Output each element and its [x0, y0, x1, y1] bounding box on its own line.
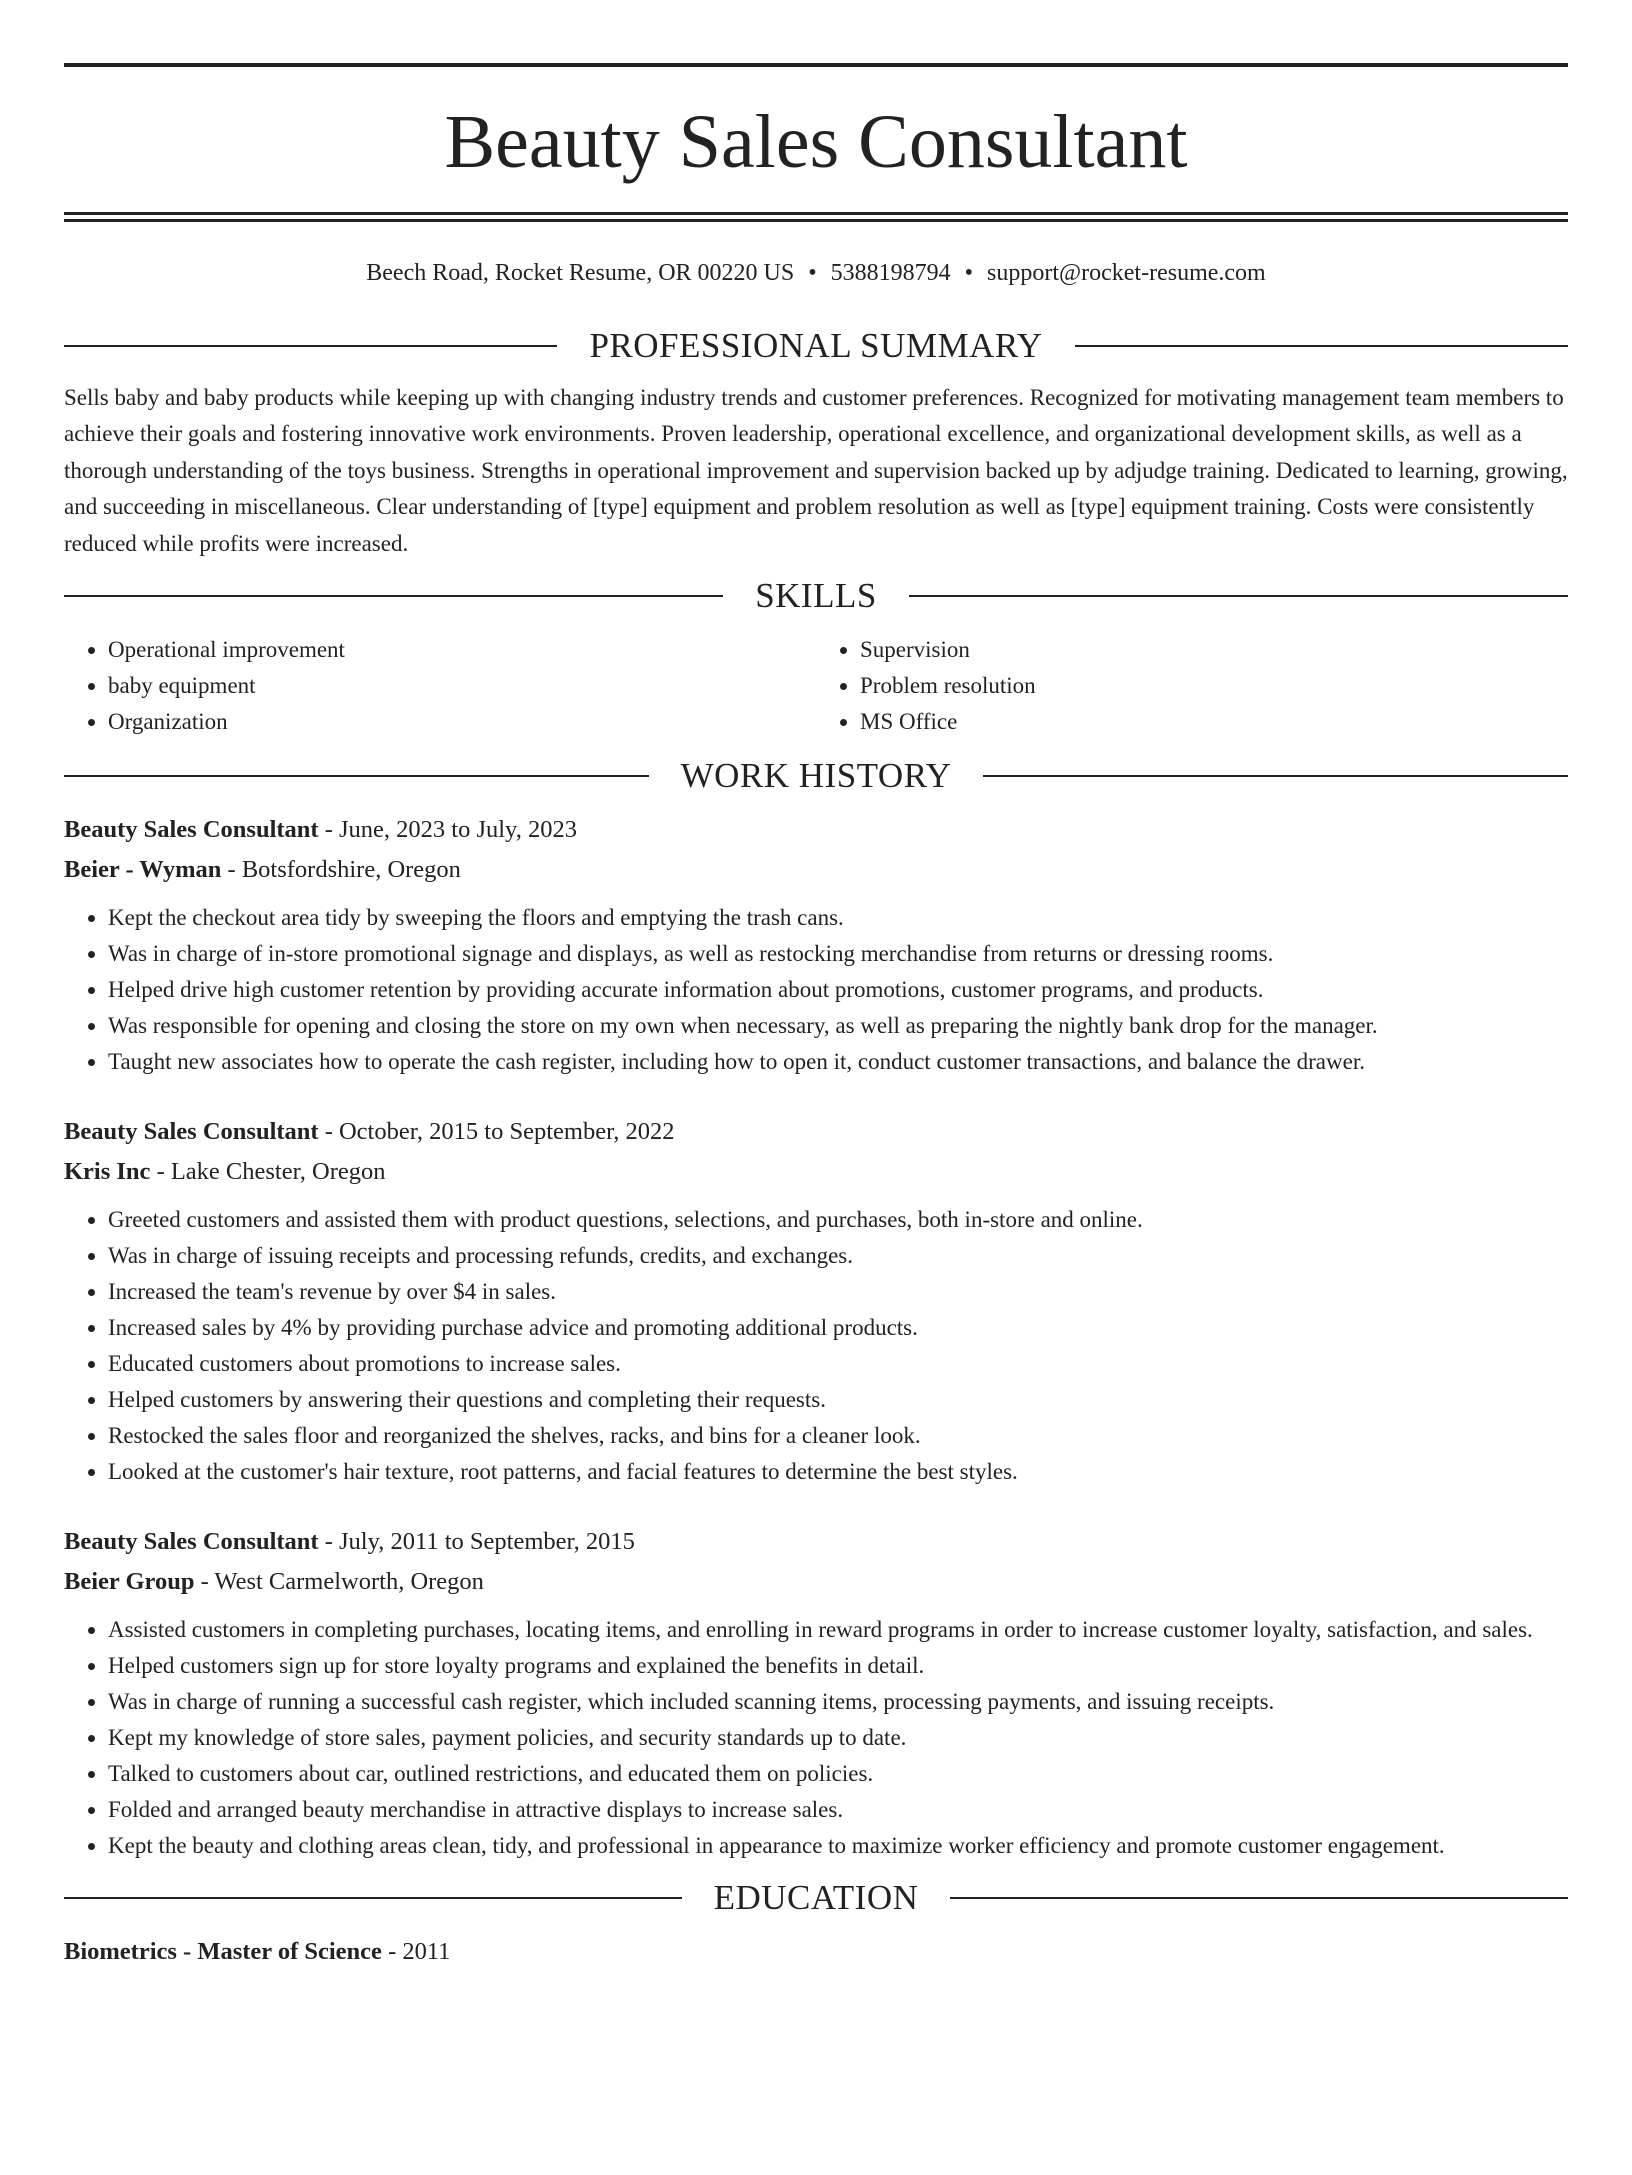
contact-line: [64, 258, 1568, 288]
job-entry: [64, 810, 1568, 1080]
divider: [64, 345, 557, 347]
skills-column-left: [64, 632, 816, 740]
job-bullet: • Was in charge of in-store promotional signage and displays, as well as restocking merchandise from returns or dressing rooms.: [108, 936, 1568, 972]
job-dates: - October, 2015 to September, 2022: [318, 1118, 675, 1146]
contact-phone: 5388198794: [830, 260, 951, 286]
education-entry: [64, 1932, 1568, 1972]
resume-page: [0, 63, 1632, 2175]
job-bullet: • Increased the team's revenue by over $4 in sales.: [108, 1274, 1568, 1310]
skill-item: • Problem resolution: [860, 668, 1568, 704]
job-title-line: [64, 1112, 1568, 1152]
divider: [64, 1897, 682, 1899]
job-title: Beauty Sales Consultant: [64, 1528, 319, 1556]
education-degree: Biometrics - Master of Science: [64, 1938, 382, 1966]
job-entry: [64, 1522, 1568, 1864]
job-bullet: • Kept the checkout area tidy by sweeping the floors and emptying the trash cans.: [108, 900, 1568, 936]
skills-section-heading: [64, 574, 1568, 618]
job-bullets: [64, 1612, 1568, 1864]
job-title-line: [64, 1522, 1568, 1562]
job-title: Beauty Sales Consultant: [64, 816, 319, 844]
skill-item: • Organization: [108, 704, 816, 740]
job-title: Beauty Sales Consultant: [64, 1118, 319, 1146]
job-bullet: • Taught new associates how to operate the cash register, including how to open it, conduct customer transactions, and balance the drawer.: [108, 1044, 1568, 1080]
job-bullet: • Helped customers sign up for store loyalty programs and explained the benefits in detail.: [108, 1648, 1568, 1684]
top-rule: [64, 63, 1568, 67]
summary-section-heading: [64, 324, 1568, 368]
job-company: Kris Inc: [64, 1158, 151, 1186]
divider: [950, 1897, 1568, 1899]
job-bullet: • Was responsible for opening and closing the store on my own when necessary, as well as preparing the nightly bank drop for the manager.: [108, 1008, 1568, 1044]
job-bullet: • Restocked the sales floor and reorganized the shelves, racks, and bins for a cleaner look.: [108, 1418, 1568, 1454]
skills-list: [64, 632, 1568, 740]
section-title: SKILLS: [755, 576, 877, 616]
job-bullet: • Was in charge of running a successful cash register, which included scanning items, processing payments, and issuing receipts.: [108, 1684, 1568, 1720]
skill-item: • MS Office: [860, 704, 1568, 740]
divider: [64, 595, 723, 597]
job-bullet: • Was in charge of issuing receipts and processing refunds, credits, and exchanges.: [108, 1238, 1568, 1274]
job-location: - Botsfordshire, Oregon: [221, 856, 461, 884]
job-bullet: • Assisted customers in completing purchases, locating items, and enrolling in reward programs in order to increase customer loyalty, satisfaction, and sales.: [108, 1612, 1568, 1648]
job-company-line: [64, 850, 1568, 890]
contact-separator: •: [964, 260, 974, 286]
work-section-heading: [64, 754, 1568, 798]
section-title: PROFESSIONAL SUMMARY: [589, 326, 1043, 365]
job-entry: [64, 1112, 1568, 1490]
job-company: Beier - Wyman: [64, 856, 222, 884]
job-title-line: [64, 810, 1568, 850]
job-location: - Lake Chester, Oregon: [150, 1158, 386, 1186]
job-bullet: • Greeted customers and assisted them with product questions, selections, and purchases, both in-store and online.: [108, 1202, 1568, 1238]
skill-item: • Supervision: [860, 632, 1568, 668]
skill-item: • Operational improvement: [108, 632, 816, 668]
job-bullets: [64, 1202, 1568, 1490]
skill-item: • baby equipment: [108, 668, 816, 704]
job-bullet: • Increased sales by 4% by providing purchase advice and promoting additional products.: [108, 1310, 1568, 1346]
job-bullet: • Helped customers by answering their questions and completing their requests.: [108, 1382, 1568, 1418]
summary-text: Sells baby and baby products while keeping up with changing industry trends and customer preferences. Recognized for motivating management team members to achieve their goals and fostering innovative work environments. Proven leadership, operational excellence, and organizational development skills, as well as a thorough understanding of the toys business. Strengths in operational improvement and supervision backed up by adjudge training. Dedicated to learning, growing, and succeeding in miscellaneous. Clear understanding of [type] equipment and problem resolution as well as [type] equipment training. Costs were consistently reduced while profits were increased.: [64, 385, 1568, 556]
skills-column-right: [816, 632, 1568, 740]
contact-separator: •: [808, 260, 817, 286]
job-bullet: • Kept my knowledge of store sales, payment policies, and security standards up to date.: [108, 1720, 1568, 1756]
resume-name: Beauty Sales Consultant: [444, 100, 1188, 184]
education-year: - 2011: [381, 1938, 451, 1966]
job-dates: - July, 2011 to September, 2015: [318, 1528, 635, 1556]
contact-address: Beech Road, Rocket Resume, OR 00220 US: [366, 260, 795, 286]
section-title: EDUCATION: [713, 1878, 919, 1918]
divider: [909, 595, 1568, 597]
job-dates: - June, 2023 to July, 2023: [318, 816, 577, 844]
name-double-rule: [64, 212, 1568, 222]
divider: [64, 775, 649, 777]
job-company-line: [64, 1562, 1568, 1602]
divider: [983, 775, 1568, 777]
job-bullets: [64, 900, 1568, 1080]
job-bullet: • Helped drive high customer retention by providing accurate information about promotions, customer programs, and products.: [108, 972, 1568, 1008]
job-bullet: • Folded and arranged beauty merchandise in attractive displays to increase sales.: [108, 1792, 1568, 1828]
education-section-heading: [64, 1876, 1568, 1920]
section-title: WORK HISTORY: [680, 756, 952, 796]
job-company: Beier Group: [64, 1568, 195, 1596]
job-location: - West Carmelworth, Oregon: [194, 1568, 484, 1596]
job-bullet: • Educated customers about promotions to increase sales.: [108, 1346, 1568, 1382]
job-bullet: • Kept the beauty and clothing areas clean, tidy, and professional in appearance to maximize worker efficiency and promote customer engagement.: [108, 1828, 1568, 1864]
job-company-line: [64, 1152, 1568, 1192]
job-bullet: • Talked to customers about car, outlined restrictions, and educated them on policies.: [108, 1756, 1568, 1792]
contact-email: support@rocket-resume.com: [987, 260, 1266, 286]
divider: [1075, 345, 1568, 347]
job-bullet: • Looked at the customer's hair texture, root patterns, and facial features to determine the best styles.: [108, 1454, 1568, 1490]
